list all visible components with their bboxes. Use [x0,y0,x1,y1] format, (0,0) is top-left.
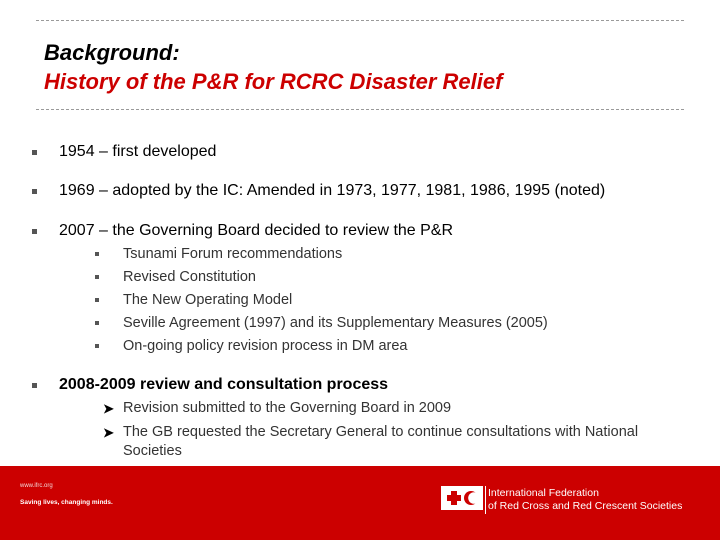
red-cross-crescent-logo-icon [441,486,483,510]
sub-bullet-text: The New Operating Model [123,292,293,308]
square-bullet-icon [95,275,99,279]
sub-bullet-text: Seville Agreement (1997) and its Supplementary Measures (2005) [123,315,548,331]
arrow-item [103,399,693,418]
square-bullet-icon [32,229,37,234]
bullet-item [32,375,388,395]
square-bullet-icon [95,252,99,256]
square-bullet-icon [32,383,37,388]
org-name-line-1: International Federation [488,487,599,499]
arrow-item-text: The GB requested the Secretary General to continue consultations with National Societies [123,424,639,459]
arrow-item-text: Revision submitted to the Governing Board in 2009 [123,400,452,416]
arrow-bullet-icon: ➤ [103,425,114,440]
org-name-line-2: of Red Cross and Red Crescent Societies [488,500,683,512]
bullet-text: 1954 – first developed [59,143,217,160]
square-bullet-icon [32,189,37,194]
organization-name [488,487,682,513]
slide-title [44,38,502,96]
bullet-text: 2007 – the Governing Board decided to review the P&R [59,222,454,239]
bullet-text: 1969 – adopted by the IC: Amended in 1973, 1977, 1981, 1986, 1995 (noted) [59,182,606,199]
title-line-1: Background: [44,40,180,65]
sub-bullet-text: On-going policy revision process in DM area [123,338,408,354]
website-link[interactable]: www.ifrc.org [20,483,53,489]
title-divider [36,109,684,110]
title-line-2: History of the P&R for RCRC Disaster Relief [44,69,503,94]
square-bullet-icon [95,298,99,302]
square-bullet-icon [32,150,37,155]
logo-separator [485,486,486,514]
arrow-bullet-icon: ➤ [103,401,114,416]
sub-bullet-item [95,268,256,286]
sub-bullet-item [95,314,548,332]
sub-bullet-item [95,337,408,355]
sub-bullet-item [95,291,292,309]
square-bullet-icon [95,321,99,325]
footer-band [0,466,720,540]
top-divider [36,20,684,21]
slogan: Saving lives, changing minds. [20,499,113,506]
sub-bullet-item [95,245,342,263]
bullet-item [32,142,216,162]
bullet-item [32,221,453,241]
bullet-text: 2008-2009 review and consultation process [59,376,389,393]
sub-bullet-text: Revised Constitution [123,269,256,285]
arrow-item [103,423,693,461]
square-bullet-icon [95,344,99,348]
sub-bullet-text: Tsunami Forum recommendations [123,246,343,262]
bullet-item [32,181,605,201]
